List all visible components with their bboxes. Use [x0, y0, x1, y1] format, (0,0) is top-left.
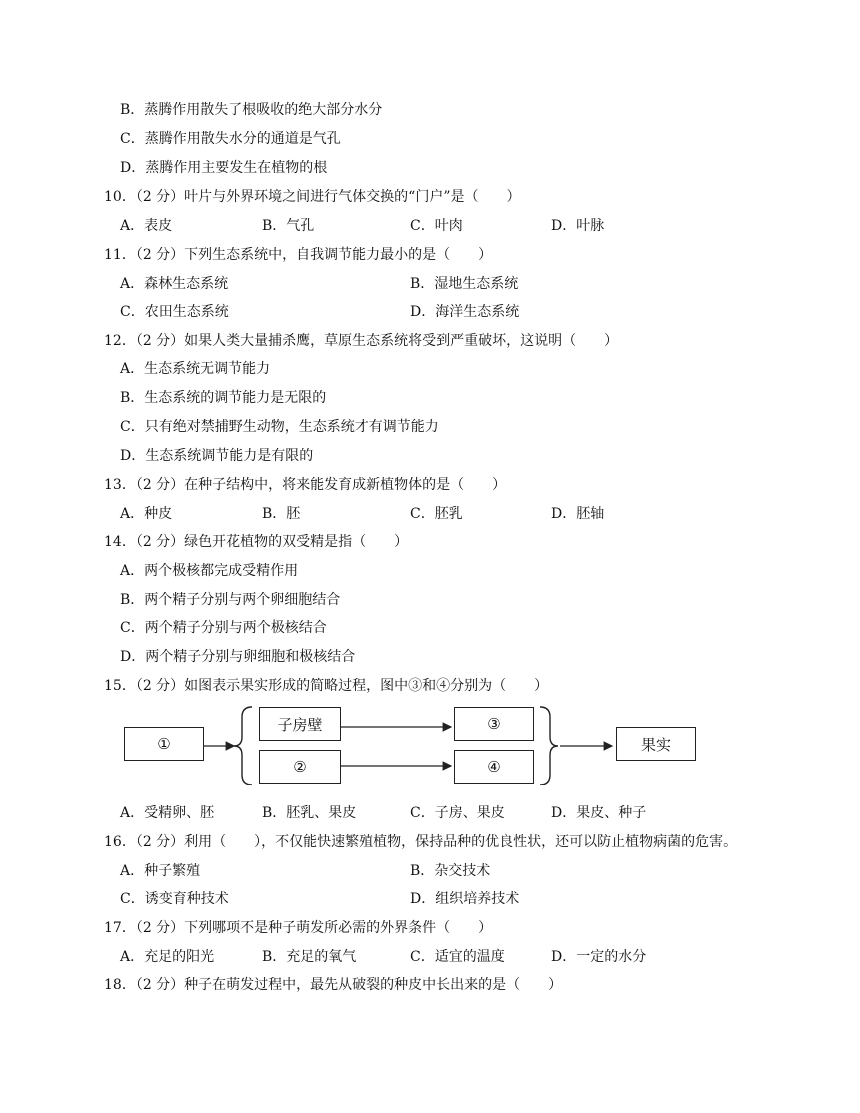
q12-option-b: B．生态系统的调节能力是无限的 — [120, 390, 327, 406]
diagram-box-2: ② — [259, 750, 341, 784]
diagram-box-fruit: 果实 — [616, 727, 696, 761]
q14-option-b: B．两个精子分别与两个卵细胞结合 — [120, 592, 341, 608]
q13-stem: 13．（2 分）在种子结构中，将来能发育成新植物体的是（ ） — [104, 477, 507, 493]
q16-option-a: A．种子繁殖 — [120, 863, 201, 879]
q12-option-a: A．生态系统无调节能力 — [120, 361, 271, 377]
q18-stem: 18．（2 分）种子在萌发过程中，最先从破裂的种皮中长出来的是（ ） — [104, 977, 563, 993]
diagram-box-1: ① — [124, 727, 204, 761]
q13-option-a: A．种皮 — [120, 506, 173, 522]
q12-option-d: D．生态系统调节能力是有限的 — [120, 448, 314, 464]
q10-option-b: B．气孔 — [262, 218, 315, 234]
q17-option-c: C．适宜的温度 — [410, 949, 505, 965]
q10-option-a: A．表皮 — [120, 218, 173, 234]
q11-option-c: C．农田生态系统 — [120, 304, 229, 320]
right-brace — [540, 707, 558, 785]
q13-option-c: C．胚乳 — [410, 506, 463, 522]
q11-stem: 11．（2 分）下列生态系统中，自我调节能力最小的是（ ） — [104, 247, 493, 263]
diagram-box-4: ④ — [454, 750, 534, 784]
q14-option-a: A．两个极核都完成受精作用 — [120, 563, 299, 579]
diagram-box-ovary-wall: 子房壁 — [259, 707, 341, 741]
q16-option-b: B．杂交技术 — [410, 863, 491, 879]
q10-option-c: C．叶肉 — [410, 218, 463, 234]
left-brace — [234, 707, 252, 785]
q16-stem: 16．（2 分）利用（ ），不仅能快速繁殖植物，保持品种的优良性状，还可以防止植物病菌的危害。 — [104, 834, 738, 850]
q17-option-b: B．充足的氧气 — [262, 949, 357, 965]
q11-option-b: B．湿地生态系统 — [410, 276, 519, 292]
q11-option-a: A．森林生态系统 — [120, 276, 229, 292]
q14-option-d: D．两个精子分别与卵细胞和极核结合 — [120, 649, 356, 665]
q15-option-d: D．果皮、种子 — [551, 805, 647, 821]
q15-option-a: A．受精卵、胚 — [120, 805, 215, 821]
fruit-formation-diagram — [124, 703, 704, 785]
q16-option-d: D．组织培养技术 — [410, 891, 520, 907]
q16-option-c: C．诱变育种技术 — [120, 891, 229, 907]
q12-stem: 12．（2 分）如果人类大量捕杀鹰，草原生态系统将受到严重破坏，这说明（ ） — [104, 333, 619, 349]
q15-stem: 15．（2 分）如图表示果实形成的简略过程，图中③和④分别为（ ） — [104, 678, 549, 694]
q11-option-d: D．海洋生态系统 — [410, 304, 520, 320]
q9-option-b: B．蒸腾作用散失了根吸收的绝大部分水分 — [120, 102, 383, 118]
q12-option-c: C．只有绝对禁捕野生动物，生态系统才有调节能力 — [120, 419, 439, 435]
q13-option-b: B．胚 — [262, 506, 301, 522]
q10-stem: 10．（2 分）叶片与外界环境之间进行气体交换的“门户”是（ ） — [104, 189, 521, 205]
q14-option-c: C．两个精子分别与两个极核结合 — [120, 620, 327, 636]
q17-option-d: D．一定的水分 — [551, 949, 647, 965]
q13-option-d: D．胚轴 — [551, 506, 605, 522]
diagram-box-3: ③ — [454, 707, 534, 741]
q15-option-b: B．胚乳、果皮 — [262, 805, 357, 821]
q14-stem: 14．（2 分）绿色开花植物的双受精是指（ ） — [104, 534, 409, 550]
q9-option-c: C．蒸腾作用散失水分的通道是气孔 — [120, 131, 341, 147]
q15-option-c: C．子房、果皮 — [410, 805, 505, 821]
q17-option-a: A．充足的阳光 — [120, 949, 215, 965]
q10-option-d: D．叶脉 — [551, 218, 605, 234]
q17-stem: 17．（2 分）下列哪项不是种子萌发所必需的外界条件（ ） — [104, 920, 493, 936]
q9-option-d: D．蒸腾作用主要发生在植物的根 — [120, 160, 328, 176]
